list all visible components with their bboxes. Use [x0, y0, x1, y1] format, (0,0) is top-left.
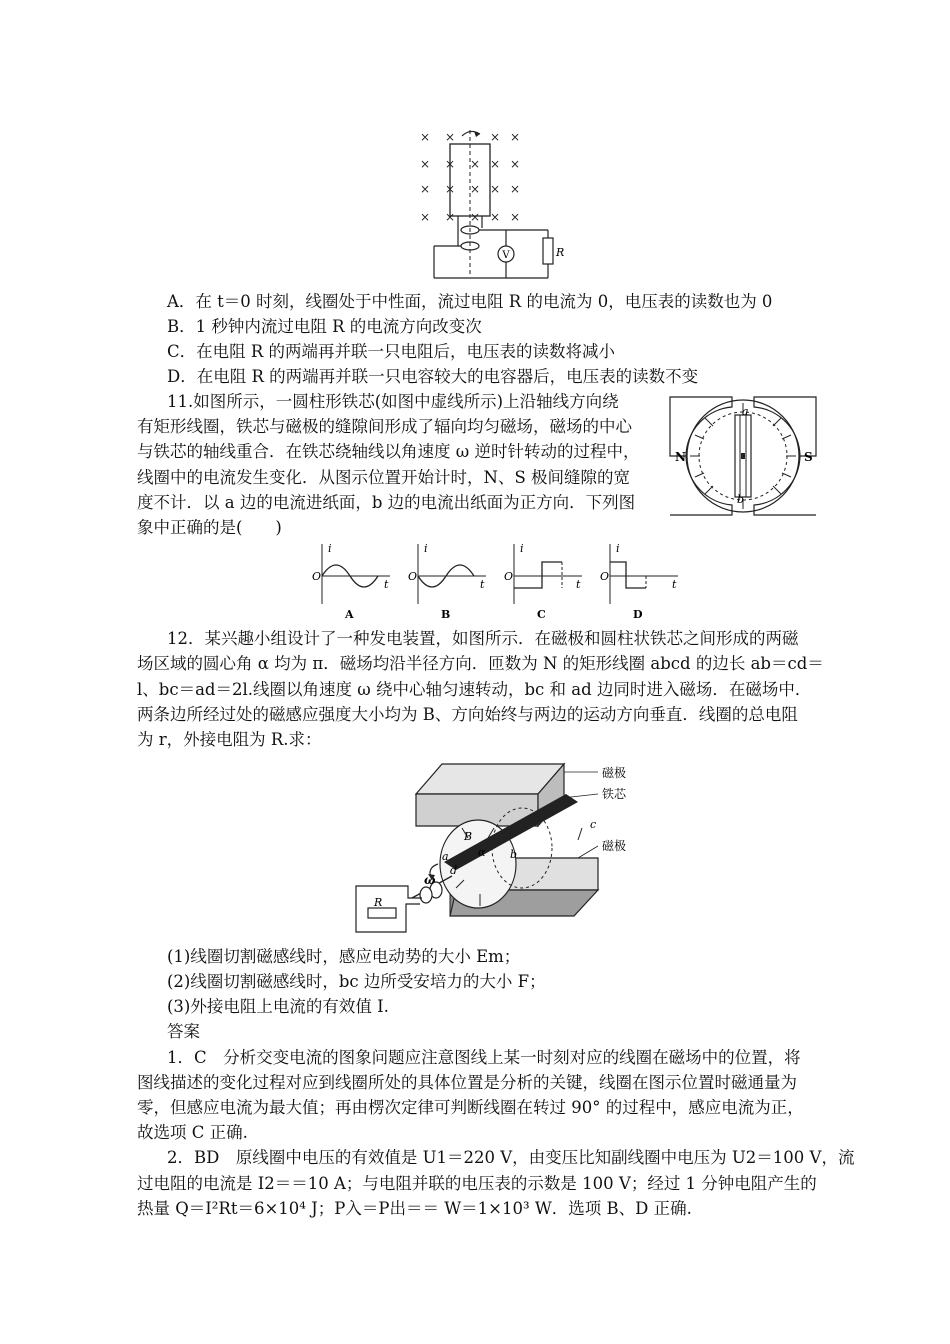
- svg-text:×: ×: [510, 130, 521, 144]
- graph-b: [408, 542, 486, 621]
- q12-sub-3: (3)外接电阻上电流的有效值 I.: [167, 997, 389, 1016]
- label-core: 铁芯: [602, 787, 627, 801]
- q10-option-a: A．在 t＝0 时刻，线圈处于中性面，流过电阻 R 的电流为 0，电压表的读数也为 0: [167, 292, 773, 311]
- graph-b-y: i: [424, 542, 428, 555]
- answer-1-line: 零，但感应电流为最大值；再由楞次定律可判断线圈在转过 90° 的过程中，感应电流为正，: [137, 1098, 804, 1117]
- q11-label-s: S: [804, 450, 813, 464]
- label-alpha: α: [478, 846, 486, 859]
- label-magnet-top: 磁极: [602, 766, 627, 780]
- graph-b-letter: B: [441, 608, 451, 621]
- svg-text:×: ×: [510, 182, 521, 196]
- graph-b-origin: O: [408, 570, 418, 583]
- graph-d-y: i: [616, 542, 620, 555]
- voltmeter-label: V: [502, 250, 510, 261]
- label-c: c: [590, 818, 597, 831]
- svg-text:×: ×: [470, 210, 481, 224]
- q12-line: 场区域的圆心角 α 均为 π．磁场均沿半径方向．匝数为 N 的矩形线圈 abcd 的边长 ab＝cd＝: [137, 654, 824, 673]
- answer-2-line: 过电阻的电流是 I2＝＝10 A；与电阻并联的电压表的示数是 100 V；经过 1 分钟电阻产生的: [137, 1174, 817, 1193]
- graph-c-letter: C: [537, 608, 546, 621]
- resistor-label: R: [556, 246, 565, 259]
- q11-label-b: b: [737, 493, 745, 506]
- svg-text:×: ×: [490, 210, 501, 224]
- svg-text:×: ×: [445, 182, 456, 196]
- q12-line: 12．某兴趣小组设计了一种发电装置，如图所示．在磁极和圆柱状铁芯之间形成的两磁: [167, 629, 799, 648]
- q11-label-n: N: [675, 450, 686, 464]
- label-b: b: [510, 848, 518, 861]
- label-d: d: [450, 864, 458, 877]
- label-B: B: [464, 830, 473, 843]
- q11-line: 与铁芯的轴线重合．在铁芯绕轴线以角速度 ω 逆时针转动的过程中，: [137, 442, 640, 461]
- q11-line: 度不计．以 a 边的电流进纸面，b 边的电流出纸面为正方向．下列图: [137, 493, 636, 512]
- svg-text:×: ×: [445, 210, 456, 224]
- q11-graphs: [310, 540, 682, 622]
- q12-line: l、bc＝ad＝2l.线圈以角速度 ω 绕中心轴匀速转动，bc 和 ad 边同时进入磁场．在磁场中．: [137, 680, 812, 699]
- svg-text:×: ×: [490, 182, 501, 196]
- graph-d: [600, 542, 678, 621]
- graph-a-x: t: [384, 578, 389, 591]
- q11-magnet-figure: [668, 395, 818, 517]
- svg-text:×: ×: [510, 157, 521, 171]
- svg-text:×: ×: [470, 182, 481, 196]
- q10-option-d: D．在电阻 R 的两端再并联一只电容较大的电容器后，电压表的读数不变: [167, 367, 699, 386]
- graph-b-x: t: [480, 578, 485, 591]
- q12-line: 为 r，外接电阻为 R.求：: [137, 730, 322, 749]
- svg-text:×: ×: [490, 157, 501, 171]
- graph-c-x: t: [576, 578, 581, 591]
- answer-1-line: 1．C 分析交变电流的图象问题应注意图线上某一时刻对应的线圈在磁场中的位置，将: [167, 1048, 801, 1067]
- graph-c-origin: O: [504, 570, 514, 583]
- q10-option-c: C．在电阻 R 的两端再并联一只电阻后，电压表的读数将减小: [167, 342, 616, 361]
- svg-text:×: ×: [420, 130, 431, 144]
- q11-label-a: a: [742, 405, 749, 418]
- graph-a-origin: O: [312, 570, 322, 583]
- q11-line: 11.如图所示，一圆柱形铁芯(如图中虚线所示)上沿轴线方向绕: [167, 392, 619, 411]
- answers-heading: 答案: [167, 1022, 200, 1041]
- svg-text:×: ×: [420, 210, 431, 224]
- svg-text:×: ×: [420, 157, 431, 171]
- graph-d-x: t: [672, 578, 677, 591]
- label-R: R: [374, 896, 383, 909]
- q12-line: 两条边所经过处的磁感应强度大小均为 B、方向始终与两边的运动方向垂直．线圈的总电阻: [137, 705, 798, 724]
- svg-text:×: ×: [445, 130, 456, 144]
- graph-d-origin: O: [600, 570, 610, 583]
- q12-generator-figure: [352, 758, 642, 944]
- graph-a-letter: A: [345, 608, 354, 621]
- graph-c: [504, 542, 582, 621]
- q11-line: 象中正确的是( ): [137, 518, 282, 537]
- graph-d-letter: D: [633, 608, 643, 621]
- answer-2-line: 热量 Q＝I²Rt＝6×10⁴ J；P入＝P出＝＝ W＝1×10³ W．选项 B、D 正确.: [137, 1199, 692, 1218]
- q10-circuit-figure: [410, 126, 570, 286]
- svg-text:×: ×: [510, 210, 521, 224]
- svg-text:×: ×: [490, 130, 501, 144]
- label-omega: ω: [424, 873, 436, 887]
- label-a: a: [442, 850, 449, 863]
- graph-a: [312, 542, 390, 621]
- label-magnet-bottom: 磁极: [602, 839, 627, 853]
- q11-line: 有矩形线圈，铁芯与磁极的缝隙间形成了辐向均匀磁场，磁场的中心: [137, 417, 632, 436]
- graph-c-y: i: [520, 542, 524, 555]
- q12-sub-1: (1)线圈切割磁感线时，感应电动势的大小 Em；: [167, 947, 521, 966]
- svg-text:×: ×: [420, 182, 431, 196]
- answer-1-line: 故选项 C 正确.: [137, 1123, 248, 1142]
- q10-option-b: B．1 秒钟内流过电阻 R 的电流方向改变次: [167, 317, 482, 336]
- q11-line: 线圈中的电流发生变化．从图示位置开始计时，N、S 极间缝隙的宽: [137, 468, 630, 487]
- answer-1-line: 图线描述的变化过程对应到线圈所处的具体位置是分析的关键，线圈在图示位置时磁通量为: [137, 1073, 797, 1092]
- graph-a-y: i: [328, 542, 332, 555]
- q12-sub-2: (2)线圈切割磁感线时，bc 边所受安培力的大小 F；: [167, 972, 546, 991]
- answer-2-line: 2．BD 原线圈中电压的有效值是 U1＝220 V，由变压比知副线圈中电压为 U2＝100 V，流: [167, 1148, 855, 1167]
- svg-text:×: ×: [470, 157, 481, 171]
- svg-text:×: ×: [445, 157, 456, 171]
